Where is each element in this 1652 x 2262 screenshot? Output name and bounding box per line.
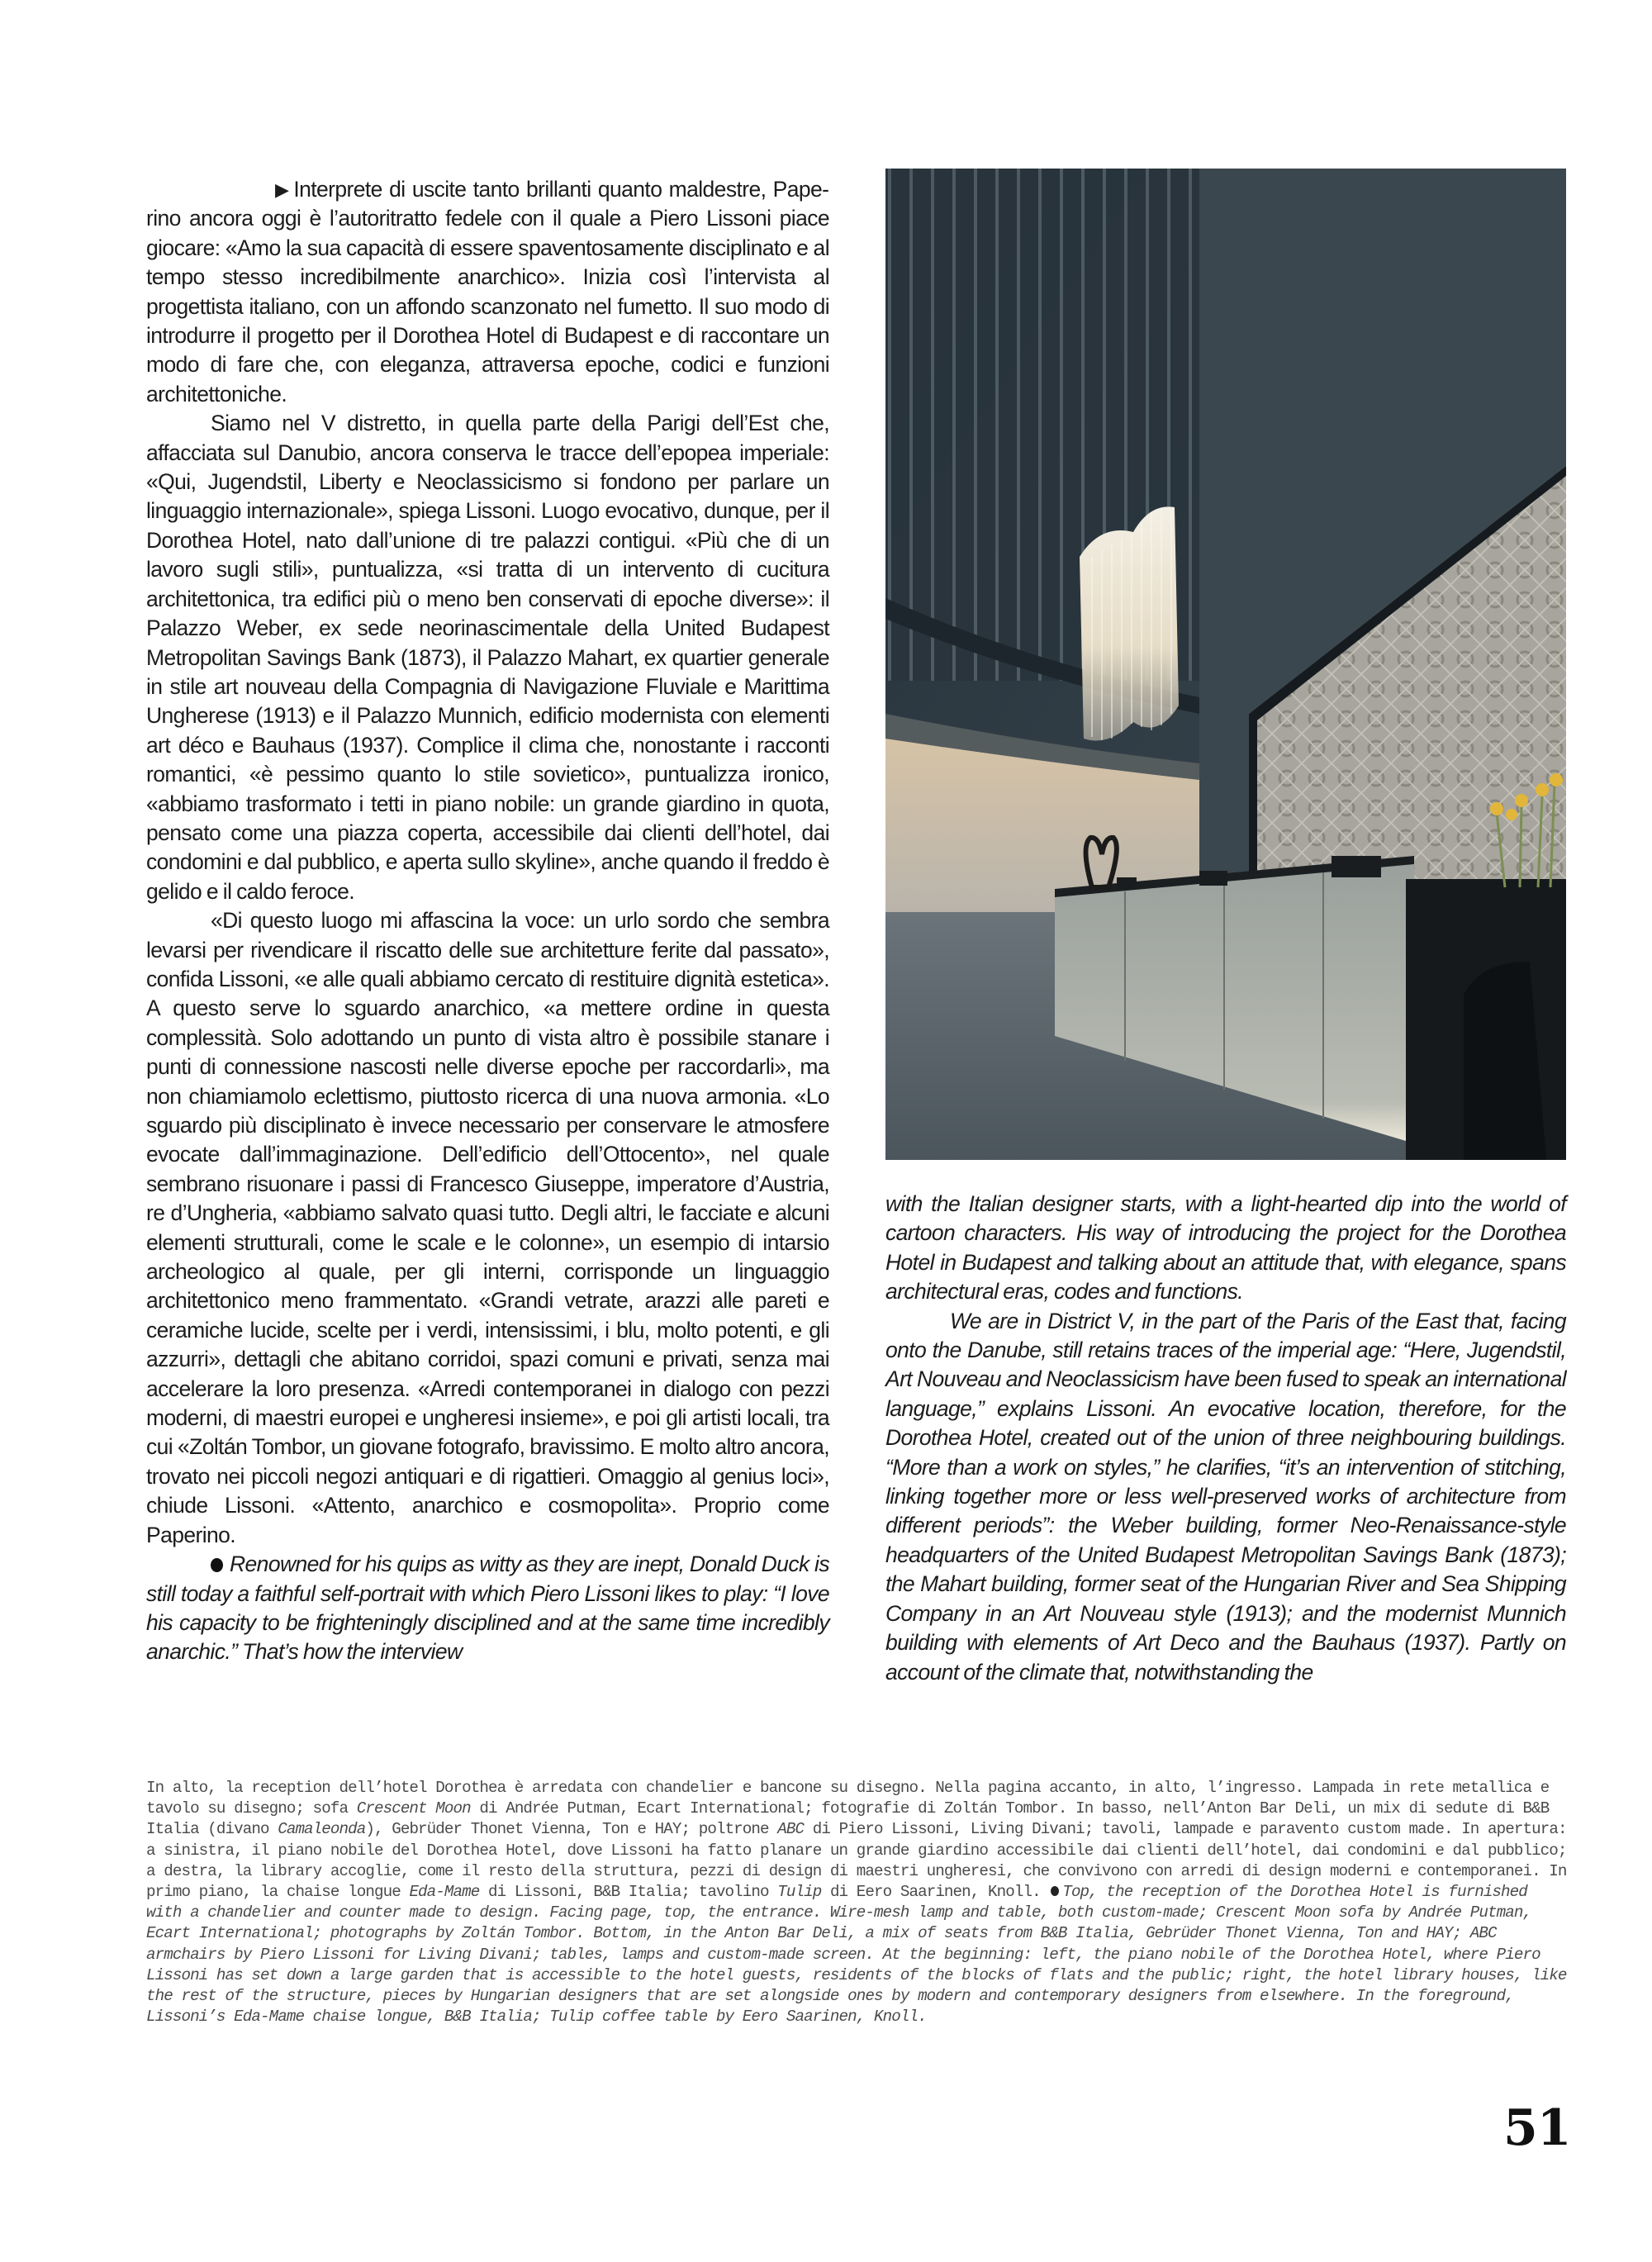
- english-paragraph-1-continued: with the Italian designer starts, with a light-hearted dip into the world of cartoon characters. His way of introducing the project for the Dorothea Hotel in Budapest and talking about an attitude that, with elegance, spans architectural eras, codes and functions.: [885, 1191, 1566, 1304]
- bullet-dot-icon: [211, 1558, 223, 1572]
- italian-paragraph-1: ▶ Interprete di uscite tanto brillanti quanto maldestre, Paperino ancora oggi è l’autoritratto fedele con il quale a Piero Lissoni piace giocare: «Amo la sua capacità di essere spaventosamente disciplinato e al tempo stesso incredibilmente anarchico». Inizia così l’intervista al progettista italiano, con un affondo scanzonato nel fumetto. Il suo modo di introdurre il progetto per il Dorothea Hotel di Budapest e di raccontare un modo di fare che, con eleganza, attraversa epoche, codici e funzioni architettoniche.: [146, 177, 829, 406]
- hotel-reception-image: [885, 169, 1566, 1160]
- caption-text: In alto, la reception dell’hotel Dorothea è arredata con chandelier e bancone su disegno. Nella pagina accanto, in alto, l’ingresso. Lampada in rete metallica e tavolo su disegno; sofa Crescent Moon di Andrée Putman, Ecart International; fotografie di Zoltán Tombor. In basso, nell’Anton Bar Deli, un mix di sedute di B&B Italia (divano Camaleonda), Gebrüder Thonet Vienna, Ton e HAY; poltrone ABC di Piero Lissoni, Living Divani; tavoli, lampade e paravento custom made. In apertura: a sinistra, il piano nobile del Dorothea Hotel, dove Lissoni ha fatto planare un grande giardino accessibile dai clienti dell’hotel, dai condomini e dal pubblico; a destra, la library accoglie, come il resto della struttura, pezzi di design di maestri ungheresi, che convivono con arredi di design moderni e contemporanei. In primo piano, la chaise longue Eda-Mame di Lissoni, B&B Italia; tavolino Tulip di Eero Saarinen, Knoll. Top, the reception of the Dorothea Hotel is furnished with a chandelier and counter made to design. Facing page, top, the entrance. Wire-mesh lamp and table, both custom-made; Crescent Moon sofa by Andrée Putman, Ecart International; photographs by Zoltán Tombor. Bottom, in the Anton Bar Deli, a mix of seats from B&B Italia, Gebrüder Thonet Vienna, Ton and HAY; ABC armchairs by Piero Lissoni for Living Divani; tables, lamps and custom-made screen. At the beginning: left, the piano nobile of the Dorothea Hotel, where Piero Lissoni has set down a large garden that is accessible to the hotel guests, residents of the blocks of flats and the public; right, the hotel library houses, like the rest of the structure, pieces by Hungarian designers that are set alongside ones by modern and contemporary designers from elsewhere. In the foreground, Lissoni’s Eda-Mame chaise longue, B&B Italia; Tulip coffee table by Eero Saarinen, Knoll.: [146, 1779, 1567, 2027]
- left-text-column: [146, 175, 829, 1667]
- page-number: 51: [1503, 2099, 1571, 2157]
- right-text-column: [885, 1190, 1566, 1687]
- caption-english: Top, the reception of the Dorothea Hotel is furnished with a chandelier and counter made to design. Facing page, top, the entrance. Wire-mesh lamp and table, both custom-made; Crescent Moon sofa by Andrée Putman, Ecart International; photographs by Zoltán Tombor. Bottom, in the Anton Bar Deli, a mix of seats from B&B Italia, Gebrüder Thonet Vienna, Ton and HAY; ABC armchairs by Piero Lissoni for Living Divani; tables, lamps and custom-made screen. At the beginning: left, the piano nobile of the Dorothea Hotel, where Piero Lissoni has set down a large garden that is accessible to the hotel guests, residents of the blocks of flats and the public; right, the hotel library houses, like the rest of the structure, pieces by Hungarian designers that are set alongside ones by modern and contemporary designers from elsewhere. In the foreground, Lissoni’s Eda-Mame chaise longue, B&B Italia; Tulip coffee table by Eero Saarinen, Knoll.: [146, 1883, 1567, 2027]
- italian-paragraph-3: «Di questo luogo mi affascina la voce: un urlo sordo che sembra levarsi per rivendicare il riscatto delle sue architetture ferite dal passato», confida Lissoni, «e alle quali abbiamo cercato di restituire dignità estetica». A questo serve lo sguardo anarchico, «a mettere ordine in questa complessità. Solo adottando un punto di vista altro è possibile stanare i punti di connessione nascosti nelle diverse epoche per raccordarli», ma non chiamiamolo eclettismo, piuttosto ricerca di una nuova armonia. «Lo sguardo più disciplinato è invece necessario per conservare le atmosfere evocate dall’immaginazione. Dell’edificio dell’Ottocento», nel quale sembrano risuonare i passi di Francesco Giuseppe, imperatore d’Austria, re d’Ungheria, «abbiamo salvato quasi tutto. Degli altri, le facciate e alcuni elementi strutturali, come le scale e le colonne», un esempio di intarsio archeologico al quale, per gli interni, corrisponde un linguaggio architettonico meno frammentato. «Grandi vetrate, arazzi alle pareti e ceramiche lucide, scelte per i verdi, intensissimi, i blu, molto potenti, e gli azzurri», dettagli che abitano corridoi, spazi comuni e privati, senza mai accelerare la loro presenza. «Arredi contemporanei in dialogo con pezzi moderni, di maestri europei e ungheresi insieme», e poi gli artisti locali, tra cui «Zoltán Tombor, un giovane fotografo, bravissimo. E molto altro ancora, trovato nei piccoli negozi antiquari e di rigattieri. Omaggio al genius loci», chiude Lissoni. «Attento, anarchico e cosmopolita». Proprio come Paperino.: [146, 908, 829, 1547]
- reception-photo: [885, 169, 1566, 1160]
- caption-bullet-icon: [1051, 1886, 1059, 1896]
- triangle-right-icon: ▶: [275, 179, 289, 200]
- italian-paragraph-2: Siamo nel V distretto, in quella parte della Parigi dell’Est che, affacciata sul Danubio, ancora conserva le tracce dell’epopea imperiale: «Qui, Jugendstil, Liberty e Neoclassicismo si fondono per parlare un linguaggio internazionale», spiega Lissoni. Luogo evocativo, dunque, per il Dorothea Hotel, nato dall’unione di tre palazzi contigui. «Più che di un lavoro sugli stili», puntualizza, «si tratta di un intervento di cucitura architettonica, tra edifici più o meno ben conservati di epoche diverse»: il Palazzo Weber, ex sede neorinascimentale della United Budapest Metropolitan Savings Bank (1873), il Palazzo Mahart, ex quartier generale in stile art nouveau della Compagnia di Navigazione Fluviale e Marittima Ungherese (1913) e il Palazzo Munnich, edificio modernista con elementi art déco e Bauhaus (1937). Complice il clima che, nonostante i racconti romantici, «è pessimo quanto lo stile sovietico», puntualizza ironico, «abbiamo trasformato i tetti in piano nobile: un grande giardino in quota, pensato come una piazza coperta, accessibile dai clienti dell’hotel, dai condomini e dal pubblico, e aperta sullo skyline», anche quando il freddo è gelido e il caldo feroce.: [146, 411, 829, 904]
- english-paragraph-1: Renowned for his quips as witty as they are inept, Donald Duck is still today a faithful self-portrait with which Piero Lissoni likes to play: “I love his capacity to be frighteningly disciplined and at the same time incredibly anarchic.” That’s how the interview: [146, 1552, 829, 1665]
- photo-caption: [146, 1778, 1567, 2027]
- english-paragraph-2: We are in District V, in the part of the Paris of the East that, facing onto the Danube, still retains traces of the imperial age: “Here, Jugendstil, Art Nouveau and Neoclassicism have been fused to speak an international language,” explains Lissoni. An evocative location, therefore, for the Dorothea Hotel, created out of the union of three neighbouring buildings. “More than a work on styles,” he clarifies, “it’s an intervention of stitching, linking together more or less well-preserved works of architecture from different periods”: the Weber building, former Neo-Renaissance-style headquarters of the United Budapest Metropolitan Savings Bank (1873); the Mahart building, former seat of the Hungarian River and Sea Shipping Company in an Art Nouveau style (1913); and the modernist Munnich building with elements of Art Deco and the Bauhaus (1937). Partly on account of the climate that, notwithstanding the: [885, 1308, 1566, 1685]
